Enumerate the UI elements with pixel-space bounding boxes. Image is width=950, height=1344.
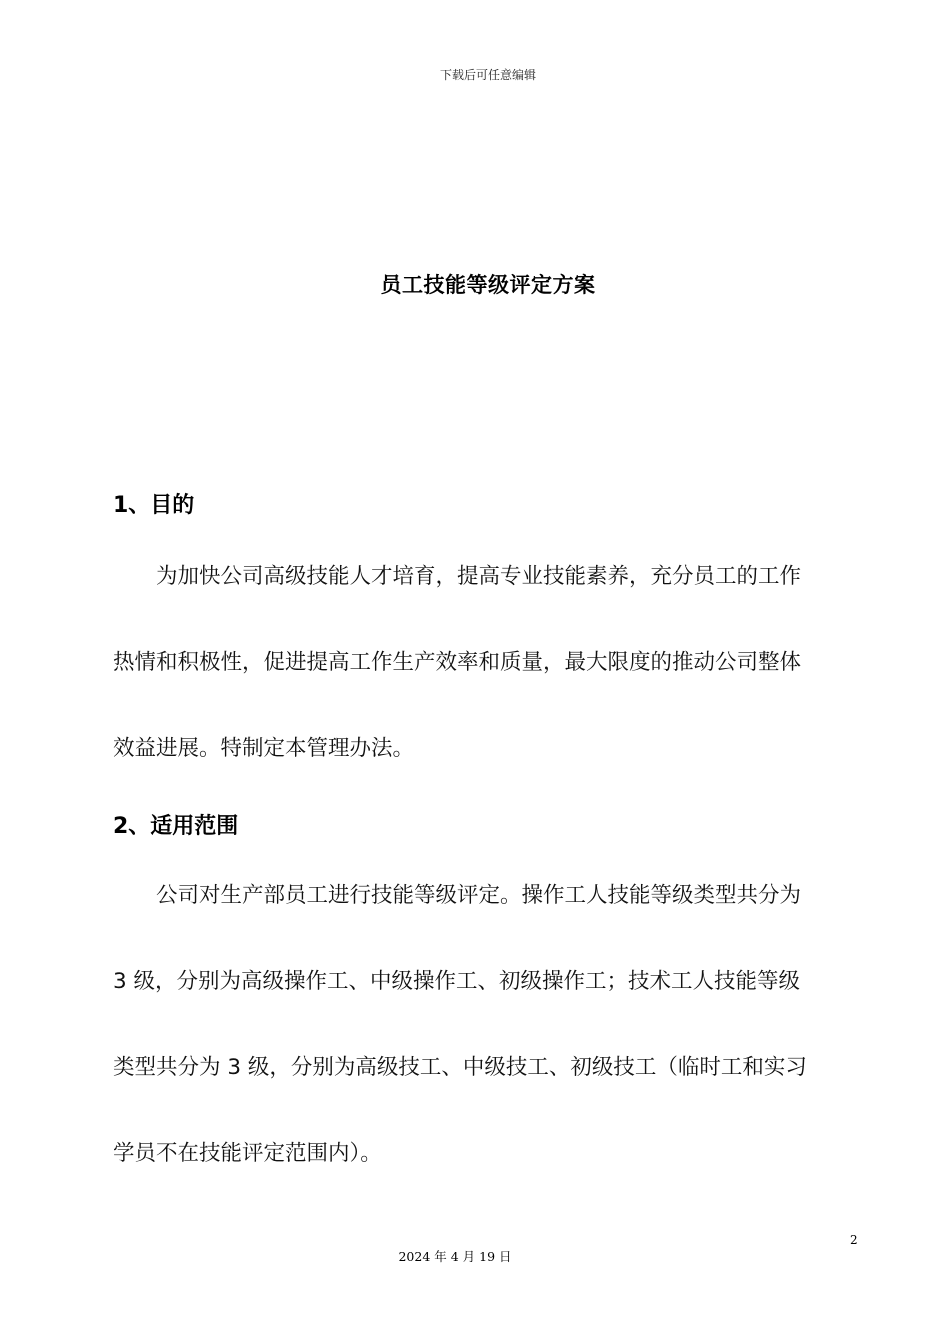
paragraph-line: 公司对生产部员工进行技能等级评定。操作工人技能等级类型共分为 [156,883,802,908]
section-heading-scope: 2、适用范围 [113,814,239,839]
document-title: 员工技能等级评定方案 [380,273,596,297]
page-number: 2 [850,1233,858,1247]
paragraph-line: 为加快公司高级技能人才培育，提高专业技能素养，充分员工的工作 [156,564,802,589]
paragraph-line: 3 级，分别为高级操作工、中级操作工、初级操作工；技术工人技能等级 [113,969,801,994]
page-header: 下载后可任意编辑 [439,68,536,82]
footer-date: 2024 年 4 月 19 日 [398,1249,512,1264]
section-heading-purpose: 1、目的 [113,493,195,518]
section-body-scope [113,853,860,1197]
section-body-purpose [113,534,860,792]
paragraph-line: 热情和积极性，促进提高工作生产效率和质量，最大限度的推动公司整体 [113,650,802,675]
paragraph-line: 类型共分为 3 级，分别为高级技工、中级技工、初级技工（临时工和实习 [113,1055,807,1080]
paragraph-line: 学员不在技能评定范围内）。 [113,1141,382,1166]
paragraph-line: 效益进展。特制定本管理办法。 [113,736,415,761]
